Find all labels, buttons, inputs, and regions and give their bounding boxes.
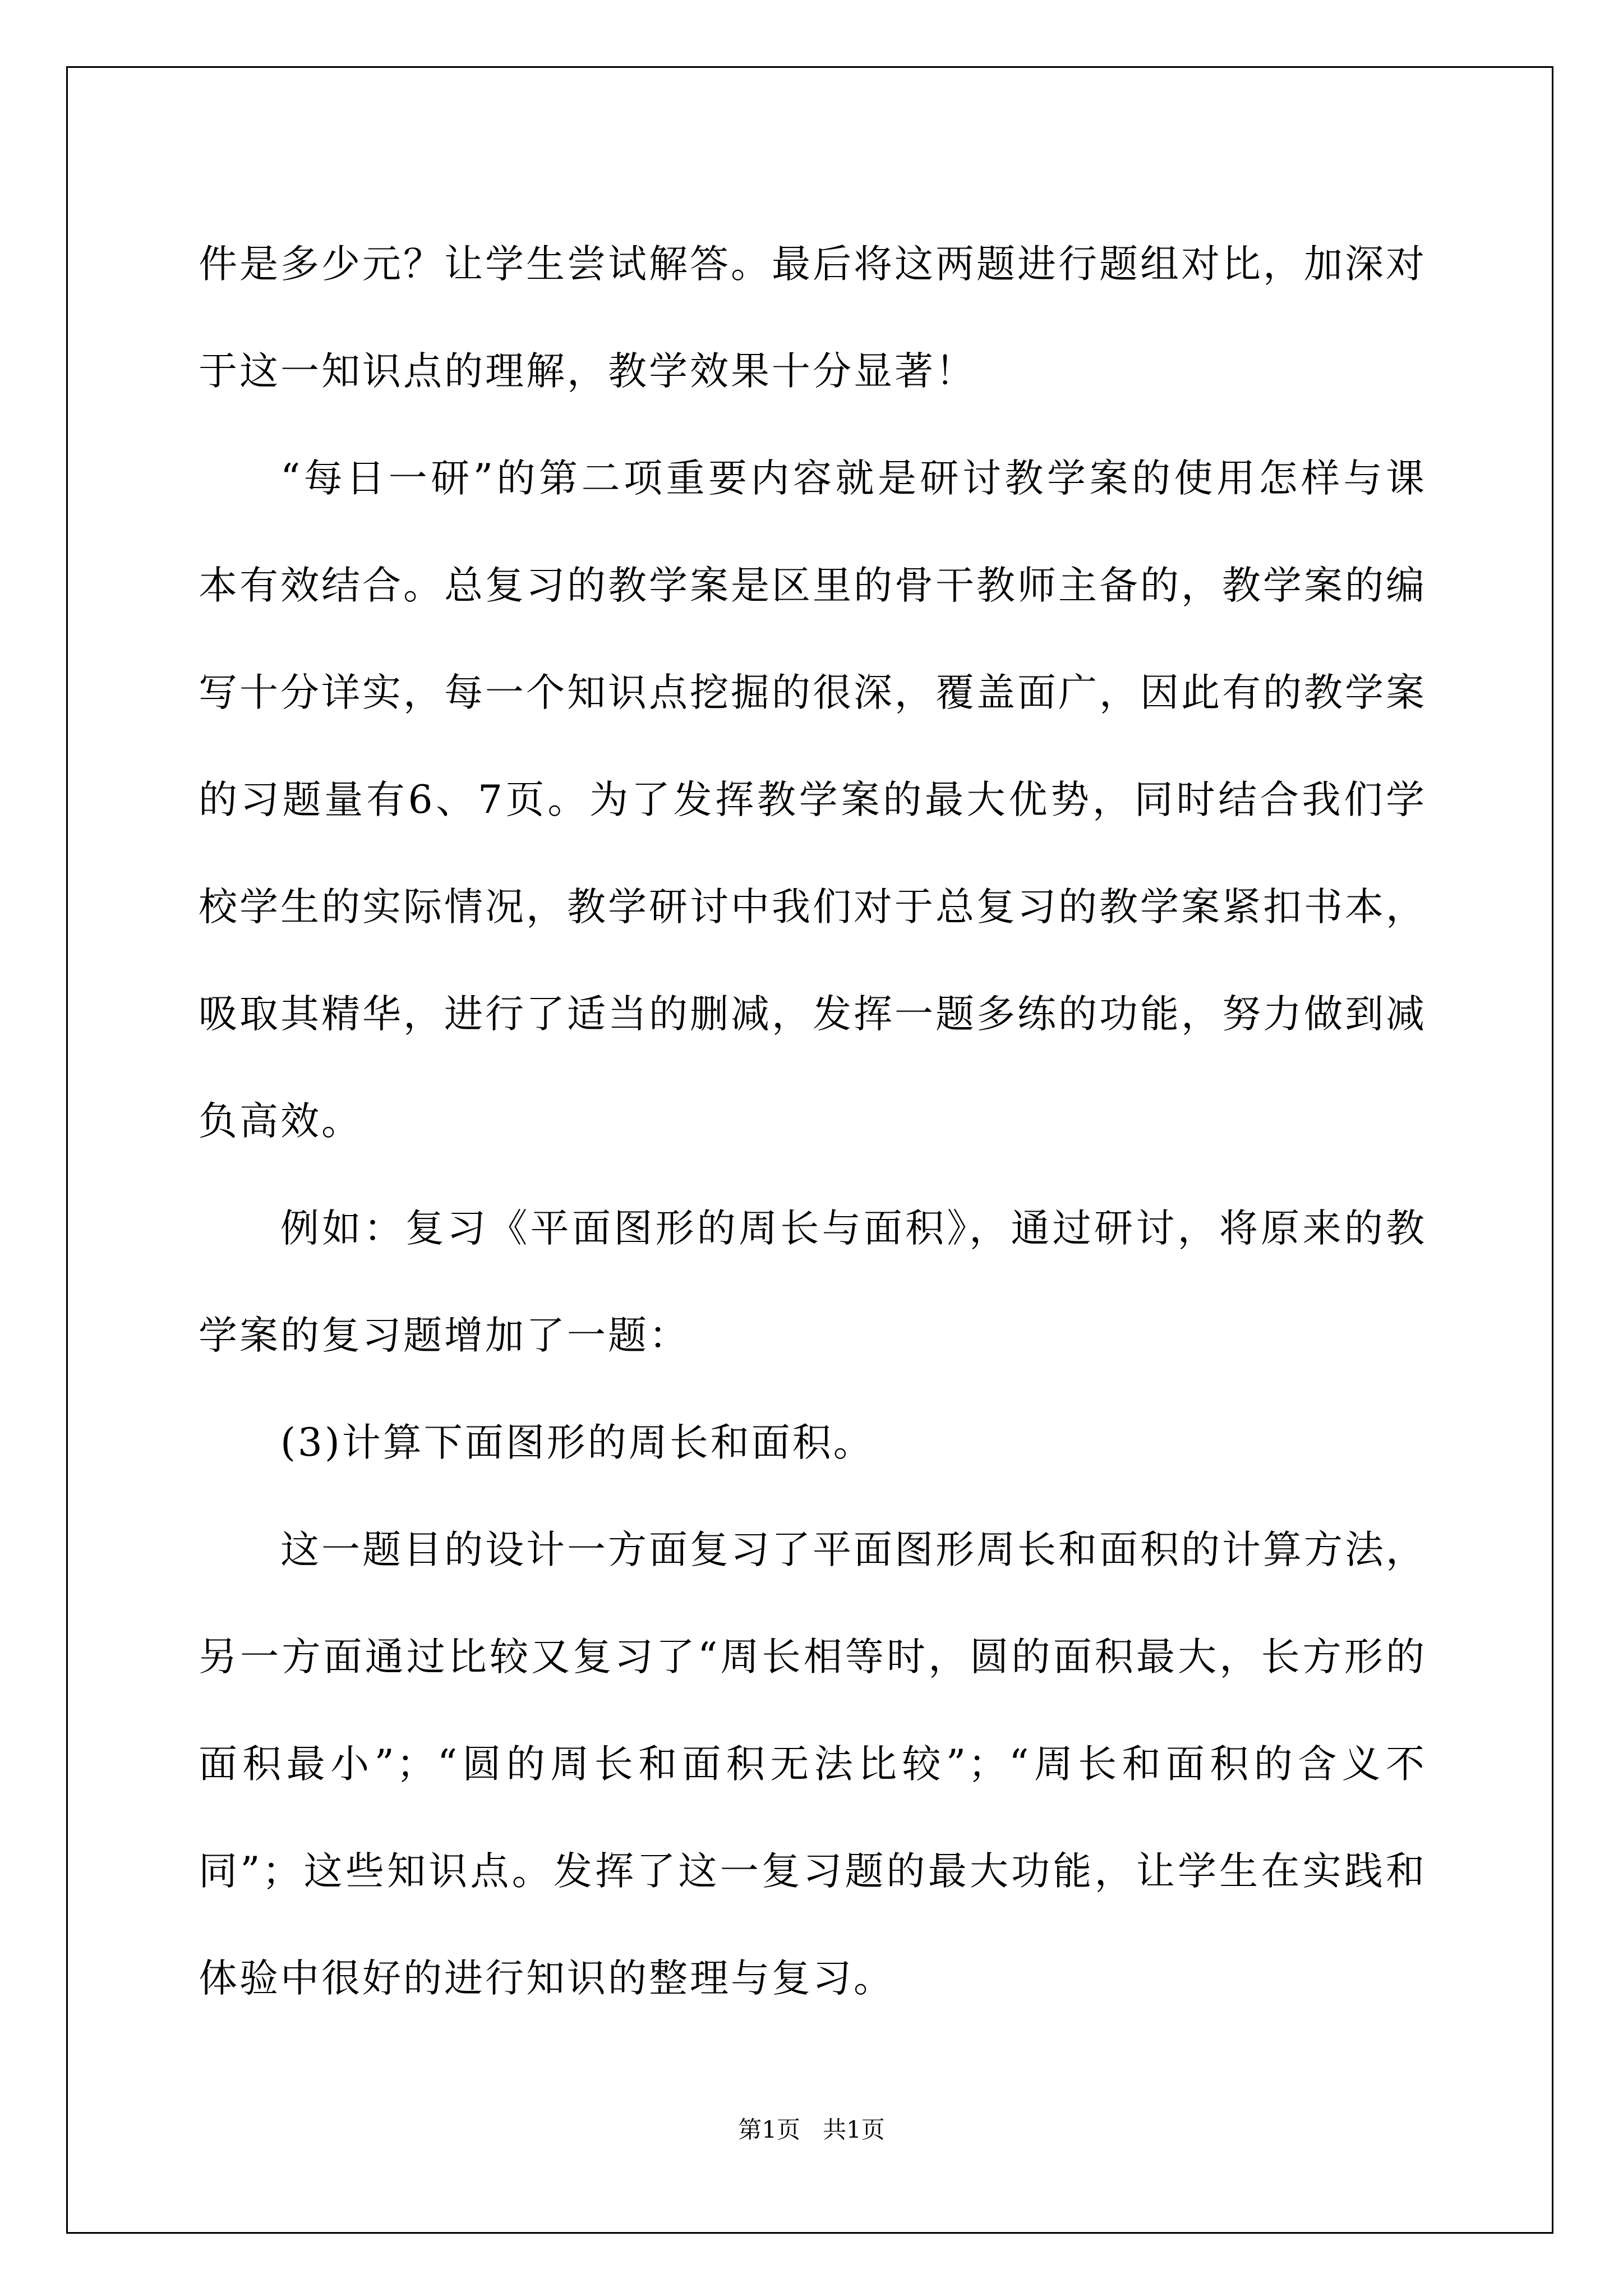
- paragraph-continuation: 件是多少元？让学生尝试解答。最后将这两题进行题组对比，加深对于这一知识点的理解，教学效果十分显著！: [199, 242, 1427, 394]
- paragraph-exercise: (3)计算下面图形的周长和面积。: [280, 1420, 874, 1465]
- document-body: [199, 211, 1427, 2032]
- page-footer: 第1页 共1页: [738, 2116, 885, 2143]
- paragraph-design-explanation: 这一题目的设计一方面复习了平面图形周长和面积的计算方法，另一方面通过比较又复习了“周长相等时，圆的面积最大，长方形的面积最小”；“圆的周长和面积无法比较”；“周长和面积的含义不同”；这些知识点。发挥了这一复习题的最大功能，让学生在实践和体验中很好的进行知识的整理与复习。: [199, 1527, 1427, 2001]
- paragraph-example: 例如：复习《平面图形的周长与面积》，通过研讨，将原来的教学案的复习题增加了一题：: [199, 1206, 1427, 1358]
- paragraph-daily-research: “每日一研”的第二项重要内容就是研讨教学案的使用怎样与课本有效结合。总复习的教学案是区里的骨干教师主备的，教学案的编写十分详实，每一个知识点挖掘的很深，覆盖面广，因此有的教学案的习题量有6、7页。为了发挥教学案的最大优势，同时结合我们学校学生的实际情况，教学研讨中我们对于总复习的教学案紧扣书本，吸取其精华，进行了适当的删减，发挥一题多练的功能，努力做到减负高效。: [199, 456, 1427, 1144]
